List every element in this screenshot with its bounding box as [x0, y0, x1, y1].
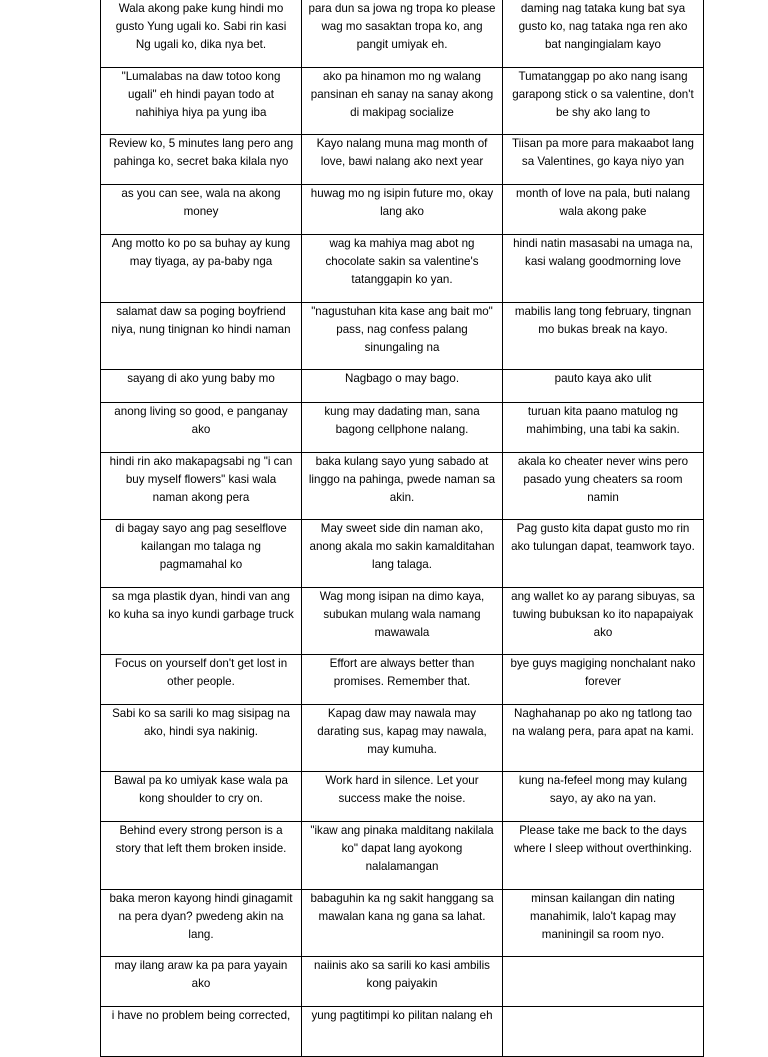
table-row: [101, 1007, 704, 1057]
table-cell: [503, 957, 704, 1007]
table-cell: Tiisan pa more para makaabot lang sa Valentines, go kaya niyo yan: [503, 135, 704, 185]
table-cell: hindi rin ako makapagsabi ng "i can buy myself flowers" kasi wala naman akong pera: [101, 453, 302, 520]
table-row: [101, 957, 704, 1007]
table-cell: ako pa hinamon mo ng walang pansinan eh sanay na sanay akong di makipag socialize: [302, 68, 503, 135]
table-cell: naiinis ako sa sarili ko kasi ambilis kong paiyakin: [302, 957, 503, 1007]
table-cell: baka meron kayong hindi ginagamit na pera dyan? pwedeng akin na lang.: [101, 890, 302, 957]
table-cell: minsan kailangan din nating manahimik, lalo't kapag may maniningil sa room nyo.: [503, 890, 704, 957]
table-cell: Pag gusto kita dapat gusto mo rin ako tulungan dapat, teamwork tayo.: [503, 520, 704, 588]
table-cell: Bawal pa ko umiyak kase wala pa kong shoulder to cry on.: [101, 772, 302, 822]
table-cell: sayang di ako yung baby mo: [101, 370, 302, 403]
table-cell: hindi natin masasabi na umaga na, kasi walang goodmorning love: [503, 235, 704, 303]
table-cell: di bagay sayo ang pag seselflove kailangan mo talaga ng pagmamahal ko: [101, 520, 302, 588]
table-cell: daming nag tataka kung bat sya gusto ko, nag tataka nga ren ako bat nangingialam kayo: [503, 0, 704, 68]
table-row: [101, 822, 704, 890]
table-cell: para dun sa jowa ng tropa ko please wag mo sasaktan tropa ko, ang pangit umiyak eh.: [302, 0, 503, 68]
table-cell: Sabi ko sa sarili ko mag sisipag na ako, hindi sya nakinig.: [101, 705, 302, 772]
table-cell: may ilang araw ka pa para yayain ako: [101, 957, 302, 1007]
table-cell: Tumatanggap po ako nang isang garapong stick o sa valentine, don't be shy ako lang to: [503, 68, 704, 135]
table-cell: month of love na pala, buti nalang wala akong pake: [503, 185, 704, 235]
table-cell: Wala akong pake kung hindi mo gusto Yung ugali ko. Sabi rin kasi Ng ugali ko, dika nya bet.: [101, 0, 302, 68]
table-cell: baka kulang sayo yung sabado at linggo na pahinga, pwede naman sa akin.: [302, 453, 503, 520]
table-row: [101, 303, 704, 370]
table-cell: Wag mong isipan na dimo kaya, subukan mulang wala namang mawawala: [302, 588, 503, 655]
table-row: [101, 772, 704, 822]
table-row: [101, 890, 704, 957]
table-cell: turuan kita paano matulog ng mahimbing, una tabi ka sakin.: [503, 403, 704, 453]
table-cell: anong living so good, e panganay ako: [101, 403, 302, 453]
table-cell: sa mga plastik dyan, hindi van ang ko kuha sa inyo kundi garbage truck: [101, 588, 302, 655]
table-cell: Work hard in silence. Let your success make the noise.: [302, 772, 503, 822]
table-cell: Focus on yourself don't get lost in other people.: [101, 655, 302, 705]
table-row: [101, 68, 704, 135]
table-cell: Nagbago o may bago.: [302, 370, 503, 403]
table-cell: "ikaw ang pinaka malditang nakilala ko" dapat lang ayokong nalalamangan: [302, 822, 503, 890]
table-cell: akala ko cheater never wins pero pasado yung cheaters sa room namin: [503, 453, 704, 520]
table-row: [101, 705, 704, 772]
table-row: [101, 655, 704, 705]
quotes-table-body: [101, 0, 704, 1057]
table-cell: "Lumalabas na daw totoo kong ugali" eh hindi payan todo at nahihiya hiya pa yung iba: [101, 68, 302, 135]
table-cell: pauto kaya ako ulit: [503, 370, 704, 403]
table-cell: babaguhin ka ng sakit hanggang sa mawalan kana ng gana sa lahat.: [302, 890, 503, 957]
table-cell: as you can see, wala na akong money: [101, 185, 302, 235]
table-cell: Naghahanap po ako ng tatlong tao na walang pera, para apat na kami.: [503, 705, 704, 772]
table-row: [101, 185, 704, 235]
table-cell: i have no problem being corrected,: [101, 1007, 302, 1057]
table-cell: yung pagtitimpi ko pilitan nalang eh: [302, 1007, 503, 1057]
table-cell: Review ko, 5 minutes lang pero ang pahinga ko, secret baka kilala nyo: [101, 135, 302, 185]
table-cell: mabilis lang tong february, tingnan mo bukas break na kayo.: [503, 303, 704, 370]
table-cell: Please take me back to the days where I sleep without overthinking.: [503, 822, 704, 890]
table-cell: [503, 1007, 704, 1057]
table-row: [101, 403, 704, 453]
table-cell: Kayo nalang muna mag month of love, bawi nalang ako next year: [302, 135, 503, 185]
table-cell: bye guys magiging nonchalant nako forever: [503, 655, 704, 705]
table-cell: wag ka mahiya mag abot ng chocolate sakin sa valentine's tatanggapin ko yan.: [302, 235, 503, 303]
table-cell: ang wallet ko ay parang sibuyas, sa tuwing bubuksan ko ito napapaiyak ako: [503, 588, 704, 655]
table-row: [101, 0, 704, 68]
table-row: [101, 453, 704, 520]
quotes-table: [100, 0, 704, 1057]
table-row: [101, 235, 704, 303]
table-cell: huwag mo ng isipin future mo, okay lang ako: [302, 185, 503, 235]
table-cell: Behind every strong person is a story that left them broken inside.: [101, 822, 302, 890]
table-row: [101, 135, 704, 185]
table-row: [101, 520, 704, 588]
table-row: [101, 370, 704, 403]
table-cell: kung may dadating man, sana bagong cellphone nalang.: [302, 403, 503, 453]
table-cell: Kapag daw may nawala may darating sus, kapag may nawala, may kumuha.: [302, 705, 503, 772]
table-cell: Effort are always better than promises. Remember that.: [302, 655, 503, 705]
table-cell: salamat daw sa poging boyfriend niya, nung tinignan ko hindi naman: [101, 303, 302, 370]
table-cell: kung na-fefeel mong may kulang sayo, ay ako na yan.: [503, 772, 704, 822]
table-cell: May sweet side din naman ako, anong akala mo sakin kamalditahan lang talaga.: [302, 520, 503, 588]
table-row: [101, 588, 704, 655]
table-cell: Ang motto ko po sa buhay ay kung may tiyaga, ay pa-baby nga: [101, 235, 302, 303]
table-cell: "nagustuhan kita kase ang bait mo" pass, nag confess palang sinungaling na: [302, 303, 503, 370]
